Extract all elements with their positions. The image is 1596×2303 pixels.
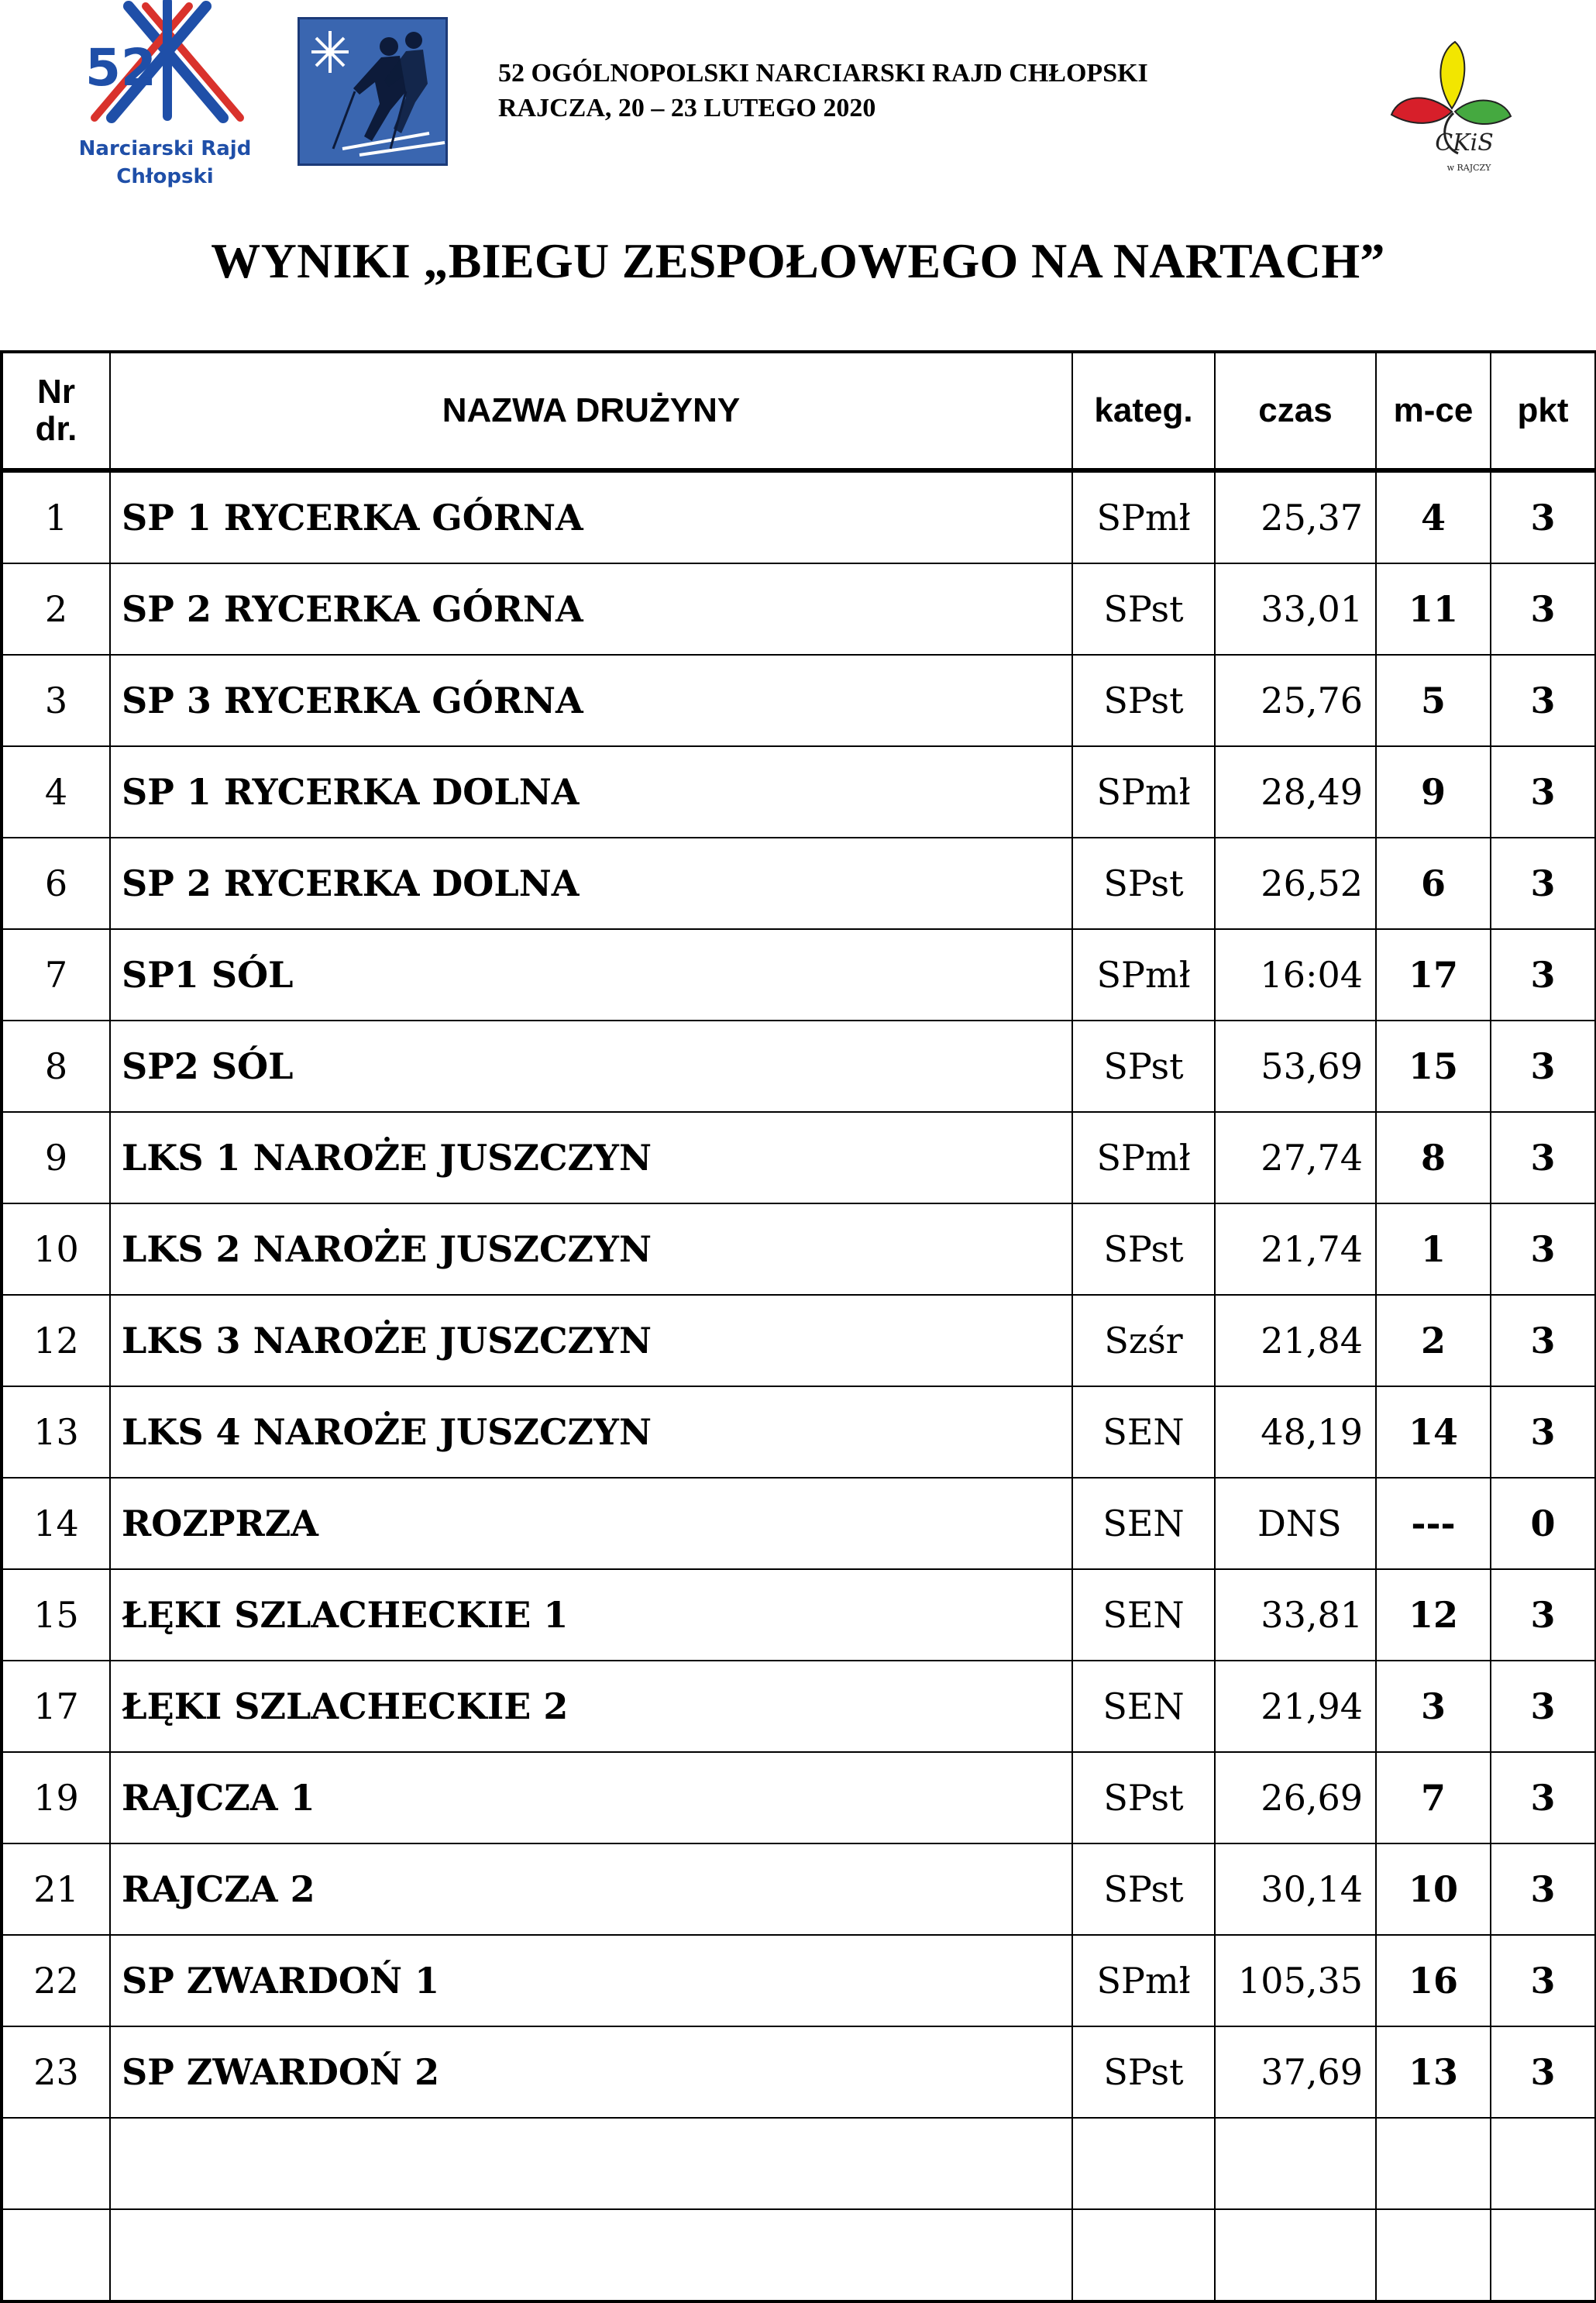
team-number: 4 xyxy=(2,746,110,838)
team-category: SPmł xyxy=(1072,1112,1215,1203)
team-name: SP ZWARDOŃ 2 xyxy=(110,2026,1072,2118)
team-points: 3 xyxy=(1491,929,1596,1021)
team-category: SPst xyxy=(1072,2026,1215,2118)
team-category: SPst xyxy=(1072,838,1215,929)
team-place: 1 xyxy=(1376,1203,1491,1295)
team-name: LKS 3 NAROŻE JUSZCZYN xyxy=(110,1295,1072,1386)
table-row xyxy=(2,1112,1596,1203)
team-category: SEN xyxy=(1072,1478,1215,1569)
team-name: SP 1 RYCERKA DOLNA xyxy=(110,746,1072,838)
table-header-row xyxy=(2,352,1596,470)
team-number: 15 xyxy=(2,1569,110,1661)
team-number: 9 xyxy=(2,1112,110,1203)
col-header-time: czas xyxy=(1215,352,1376,470)
team-name: ŁĘKI SZLACHECKIE 1 xyxy=(110,1569,1072,1661)
team-place: 13 xyxy=(1376,2026,1491,2118)
team-category: SPst xyxy=(1072,563,1215,655)
team-points: 3 xyxy=(1491,655,1596,746)
team-name: LKS 1 NAROŻE JUSZCZYN xyxy=(110,1112,1072,1203)
team-name: SP ZWARDOŃ 1 xyxy=(110,1935,1072,2026)
team-name: RAJCZA 2 xyxy=(110,1843,1072,1935)
team-number: 22 xyxy=(2,1935,110,2026)
team-time: 25,76 xyxy=(1215,655,1376,746)
team-time: 27,74 xyxy=(1215,1112,1376,1203)
col-header-place: m-ce xyxy=(1376,352,1491,470)
team-place xyxy=(1376,2118,1491,2209)
team-points: 3 xyxy=(1491,746,1596,838)
table-row xyxy=(2,655,1596,746)
team-time: 53,69 xyxy=(1215,1021,1376,1112)
team-points: 3 xyxy=(1491,1295,1596,1386)
team-category: SPst xyxy=(1072,1752,1215,1843)
team-points: 3 xyxy=(1491,2026,1596,2118)
team-place: 9 xyxy=(1376,746,1491,838)
team-number: 7 xyxy=(2,929,110,1021)
team-time: 26,52 xyxy=(1215,838,1376,929)
team-time: 25,37 xyxy=(1215,470,1376,563)
snowflake-icon xyxy=(311,31,349,73)
table-row xyxy=(2,746,1596,838)
team-name: SP 2 RYCERKA DOLNA xyxy=(110,838,1072,929)
team-number: 14 xyxy=(2,1478,110,1569)
team-time: 21,94 xyxy=(1215,1661,1376,1752)
team-points: 0 xyxy=(1491,1478,1596,1569)
team-number: 8 xyxy=(2,1021,110,1112)
table-row xyxy=(2,1935,1596,2026)
team-number xyxy=(2,2118,110,2209)
col-header-category: kateg. xyxy=(1072,352,1215,470)
table-row xyxy=(2,1569,1596,1661)
table-row xyxy=(2,2209,1596,2301)
team-points: 3 xyxy=(1491,563,1596,655)
team-place: 8 xyxy=(1376,1112,1491,1203)
team-time: 16:04 xyxy=(1215,929,1376,1021)
team-number: 13 xyxy=(2,1386,110,1478)
team-category: SPst xyxy=(1072,1203,1215,1295)
team-number: 3 xyxy=(2,655,110,746)
team-number: 12 xyxy=(2,1295,110,1386)
team-name: ROZPRZA xyxy=(110,1478,1072,1569)
team-category: SPmł xyxy=(1072,1935,1215,2026)
team-points: 3 xyxy=(1491,1752,1596,1843)
team-number: 6 xyxy=(2,838,110,929)
event-name: 52 OGÓLNOPOLSKI NARCIARSKI RAJD CHŁOPSKI xyxy=(498,59,1148,88)
col-header-name: NAZWA DRUŻYNY xyxy=(110,352,1072,470)
team-points: 3 xyxy=(1491,1386,1596,1478)
team-name: SP 3 RYCERKA GÓRNA xyxy=(110,655,1072,746)
team-points: 3 xyxy=(1491,1112,1596,1203)
team-place xyxy=(1376,2209,1491,2301)
team-category: SEN xyxy=(1072,1569,1215,1661)
table-row xyxy=(2,470,1596,563)
table-row xyxy=(2,1203,1596,1295)
team-number: 19 xyxy=(2,1752,110,1843)
team-category: SPst xyxy=(1072,1843,1215,1935)
team-number: 21 xyxy=(2,1843,110,1935)
team-time: 48,19 xyxy=(1215,1386,1376,1478)
results-table-wrapper xyxy=(0,350,1596,2301)
page-title: WYNIKI „BIEGU ZESPOŁOWEGO NA NARTACH” xyxy=(211,233,1385,288)
team-time: 37,69 xyxy=(1215,2026,1376,2118)
team-time: 21,74 xyxy=(1215,1203,1376,1295)
rajd-logo xyxy=(68,0,262,194)
team-time: 33,81 xyxy=(1215,1569,1376,1661)
event-header xyxy=(498,56,1148,126)
team-points: 3 xyxy=(1491,838,1596,929)
team-time: 28,49 xyxy=(1215,746,1376,838)
table-row xyxy=(2,2118,1596,2209)
team-name: SP 2 RYCERKA GÓRNA xyxy=(110,563,1072,655)
team-place: 6 xyxy=(1376,838,1491,929)
team-name: LKS 4 NAROŻE JUSZCZYN xyxy=(110,1386,1072,1478)
team-place: --- xyxy=(1376,1478,1491,1569)
team-points xyxy=(1491,2209,1596,2301)
team-category: SEN xyxy=(1072,1661,1215,1752)
team-name: LKS 2 NAROŻE JUSZCZYN xyxy=(110,1203,1072,1295)
team-points: 3 xyxy=(1491,1021,1596,1112)
team-number: 2 xyxy=(2,563,110,655)
team-time: 30,14 xyxy=(1215,1843,1376,1935)
table-row xyxy=(2,1843,1596,1935)
table-row xyxy=(2,1295,1596,1386)
col-header-points: pkt xyxy=(1491,352,1596,470)
team-name: SP1 SÓL xyxy=(110,929,1072,1021)
team-name xyxy=(110,2209,1072,2301)
team-points xyxy=(1491,2118,1596,2209)
team-category: Szśr xyxy=(1072,1295,1215,1386)
col-header-nr: Nr dr. xyxy=(2,352,110,470)
event-place-date: RAJCZA, 20 – 23 LUTEGO 2020 xyxy=(498,94,876,122)
team-place: 17 xyxy=(1376,929,1491,1021)
team-time: 21,84 xyxy=(1215,1295,1376,1386)
table-row xyxy=(2,563,1596,655)
team-place: 5 xyxy=(1376,655,1491,746)
team-points: 3 xyxy=(1491,470,1596,563)
team-number: 23 xyxy=(2,2026,110,2118)
ckis-logo xyxy=(1387,37,1519,181)
table-row xyxy=(2,1386,1596,1478)
team-points: 3 xyxy=(1491,1203,1596,1295)
team-category: SPmł xyxy=(1072,929,1215,1021)
team-category: SPst xyxy=(1072,655,1215,746)
team-time: DNS xyxy=(1215,1478,1376,1569)
results-table xyxy=(0,350,1596,2303)
team-place: 10 xyxy=(1376,1843,1491,1935)
team-time xyxy=(1215,2118,1376,2209)
table-row xyxy=(2,1752,1596,1843)
table-row xyxy=(2,2026,1596,2118)
svg-text:CKiS: CKiS xyxy=(1435,129,1494,157)
team-time: 105,35 xyxy=(1215,1935,1376,2026)
team-category xyxy=(1072,2209,1215,2301)
team-place: 16 xyxy=(1376,1935,1491,2026)
team-place: 14 xyxy=(1376,1386,1491,1478)
team-category: SPmł xyxy=(1072,470,1215,563)
team-points: 3 xyxy=(1491,1935,1596,2026)
team-place: 3 xyxy=(1376,1661,1491,1752)
team-category: SPmł xyxy=(1072,746,1215,838)
team-number xyxy=(2,2209,110,2301)
team-name: ŁĘKI SZLACHECKIE 2 xyxy=(110,1661,1072,1752)
team-place: 15 xyxy=(1376,1021,1491,1112)
team-category xyxy=(1072,2118,1215,2209)
table-row xyxy=(2,929,1596,1021)
team-number: 17 xyxy=(2,1661,110,1752)
team-points: 3 xyxy=(1491,1843,1596,1935)
team-number: 1 xyxy=(2,470,110,563)
table-row xyxy=(2,1478,1596,1569)
skier-image xyxy=(298,17,448,166)
team-place: 2 xyxy=(1376,1295,1491,1386)
team-category: SPst xyxy=(1072,1021,1215,1112)
team-time: 33,01 xyxy=(1215,563,1376,655)
team-points: 3 xyxy=(1491,1569,1596,1661)
svg-text:Narciarski Rajd: Narciarski Rajd xyxy=(78,137,252,160)
team-time xyxy=(1215,2209,1376,2301)
team-name: RAJCZA 1 xyxy=(110,1752,1072,1843)
team-time: 26,69 xyxy=(1215,1752,1376,1843)
team-name xyxy=(110,2118,1072,2209)
team-place: 12 xyxy=(1376,1569,1491,1661)
team-place: 4 xyxy=(1376,470,1491,563)
team-name: SP 1 RYCERKA GÓRNA xyxy=(110,470,1072,563)
team-place: 7 xyxy=(1376,1752,1491,1843)
table-row xyxy=(2,1021,1596,1112)
team-category: SEN xyxy=(1072,1386,1215,1478)
table-row xyxy=(2,1661,1596,1752)
team-place: 11 xyxy=(1376,563,1491,655)
table-row xyxy=(2,838,1596,929)
svg-text:52: 52 xyxy=(85,38,157,98)
team-points: 3 xyxy=(1491,1661,1596,1752)
team-number: 10 xyxy=(2,1203,110,1295)
svg-text:w RAJCZY: w RAJCZY xyxy=(1446,163,1491,173)
team-name: SP2 SÓL xyxy=(110,1021,1072,1112)
svg-text:Chłopski: Chłopski xyxy=(116,165,214,188)
